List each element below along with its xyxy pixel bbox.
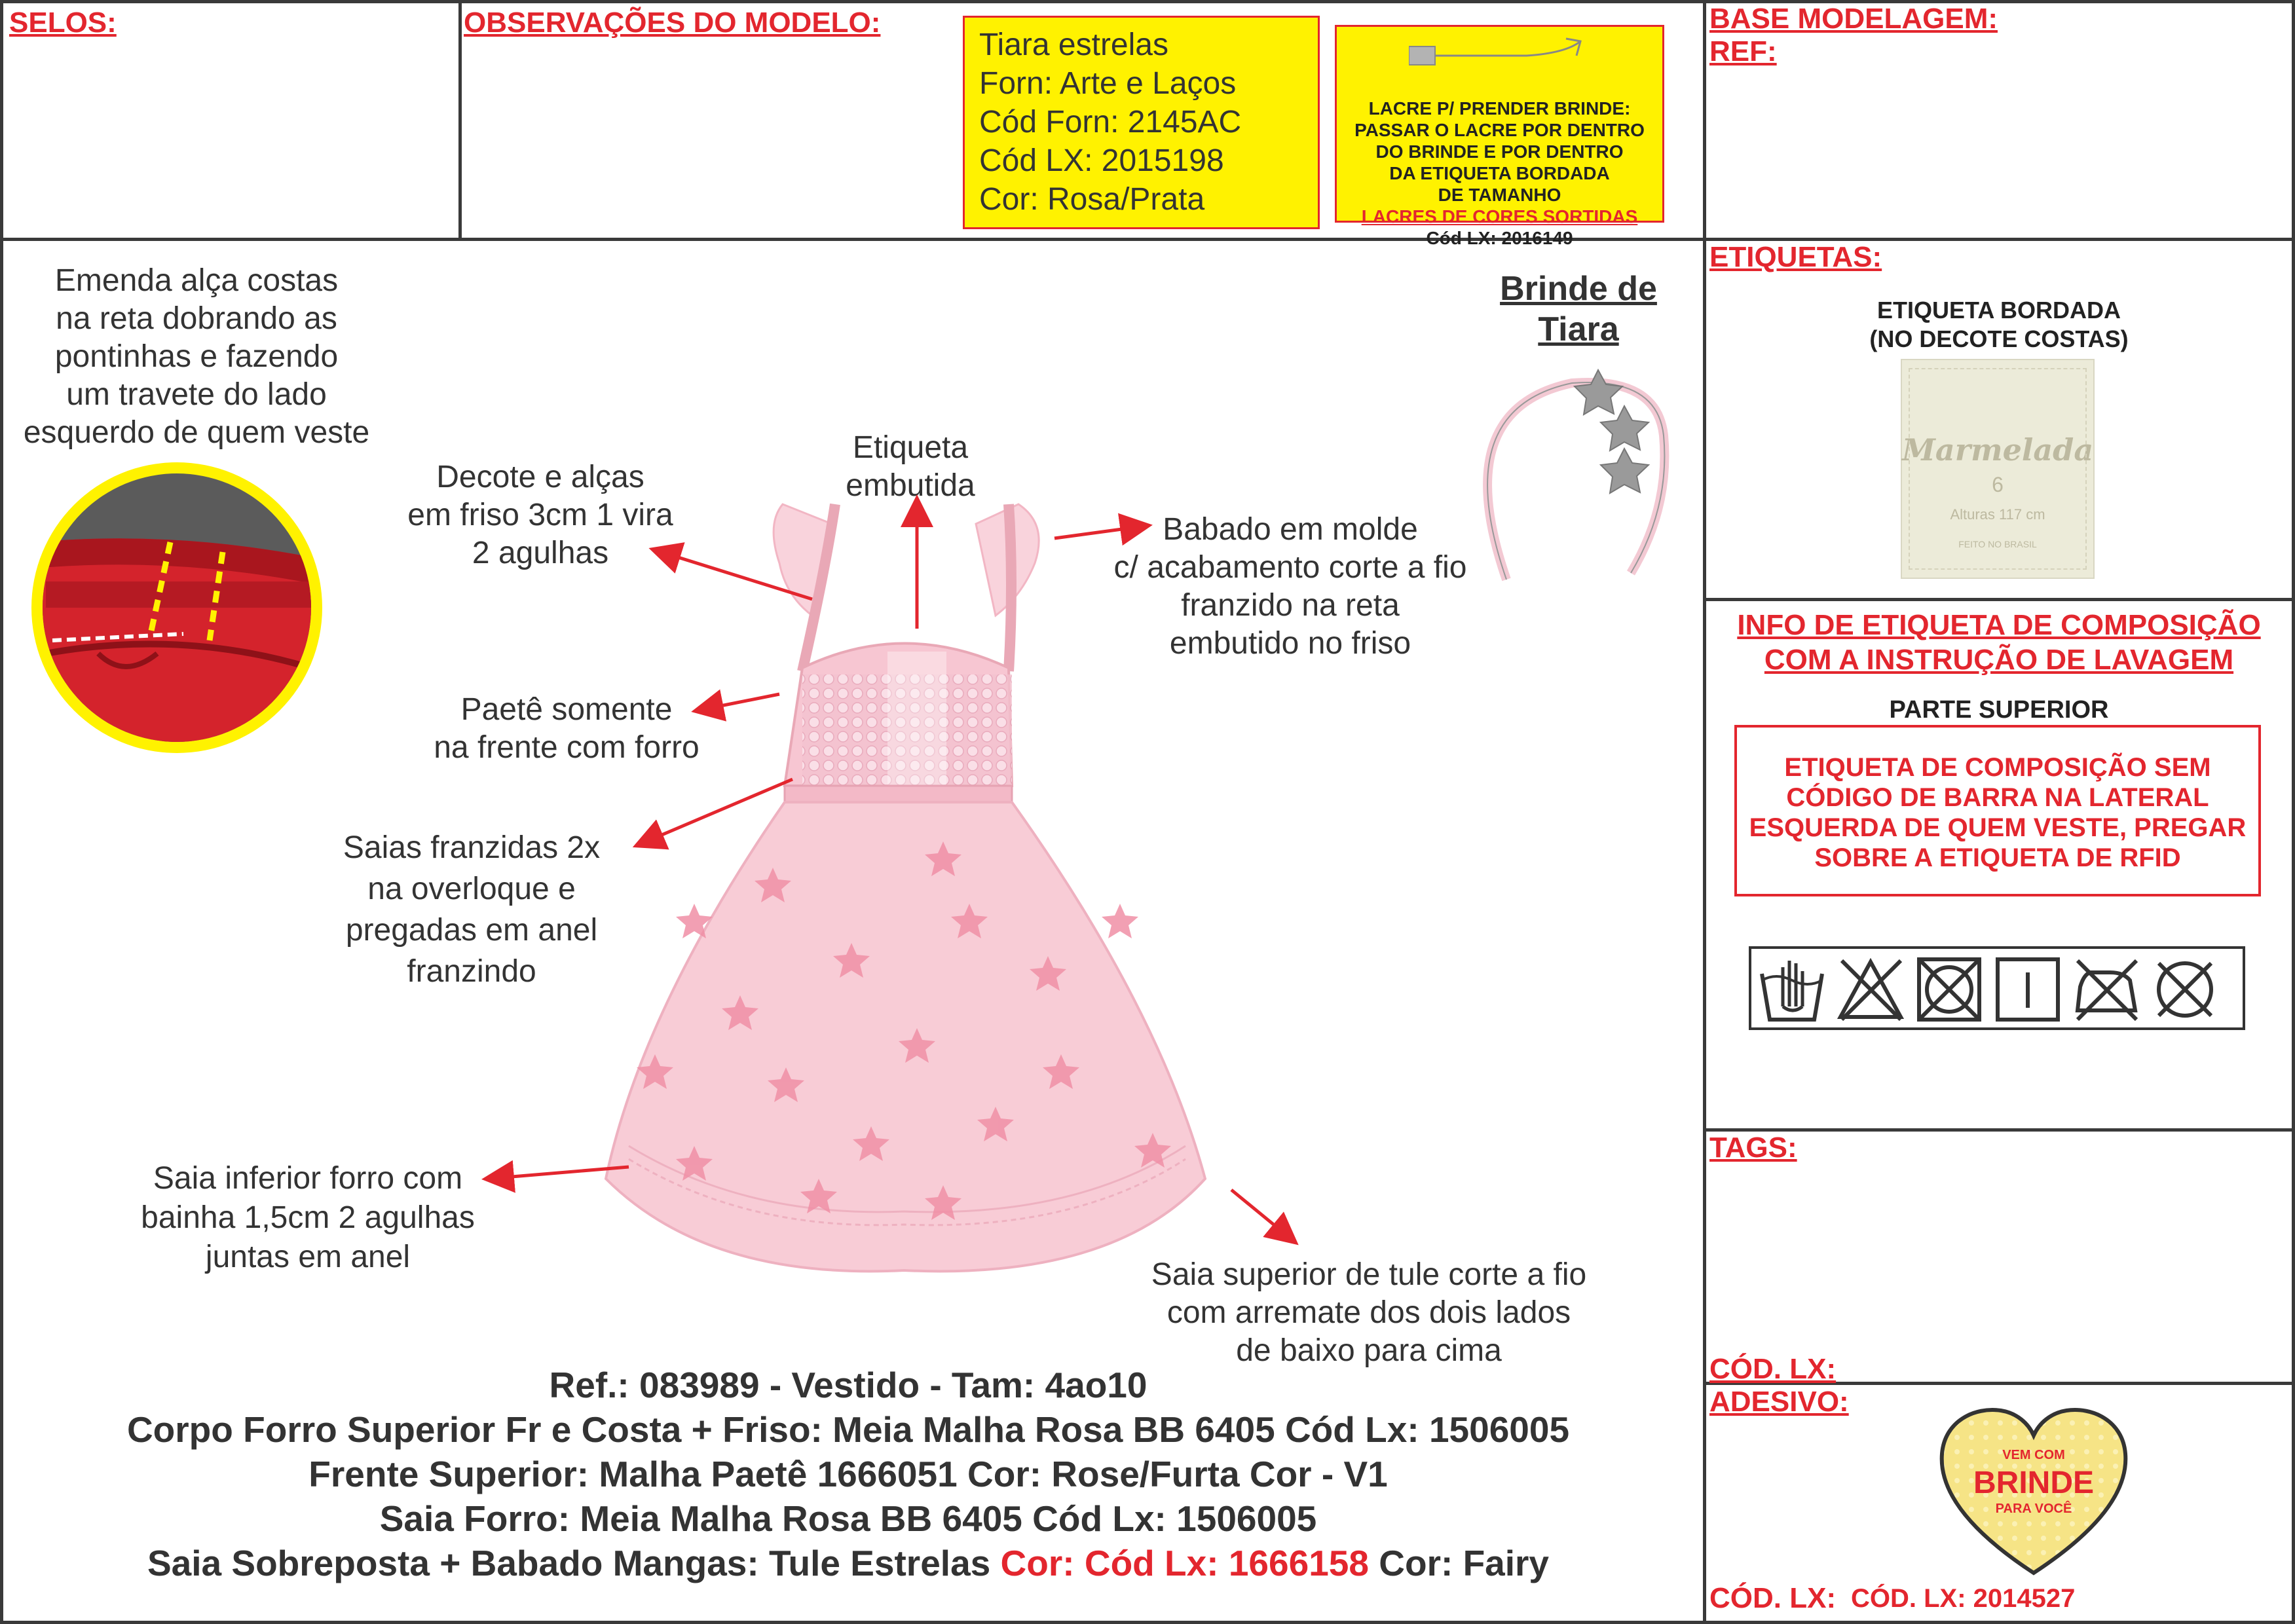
sticker-bottom-text: PARA VOCÊ [1995, 1502, 2072, 1516]
composicao-line: CÓDIGO DE BARRA NA LATERAL [1786, 783, 2209, 812]
info-etiqueta-heading [1703, 608, 2295, 677]
no-iron-icon [2071, 954, 2142, 1025]
note-line: embutida [846, 468, 975, 503]
note-line: um travete do lado [66, 377, 327, 412]
note-line: Saia superior de tule corte a fio [1151, 1257, 1587, 1292]
label-made: FEITO NO BRASIL [1958, 539, 2037, 549]
lacre-line: PASSAR O LACRE POR DENTRO [1354, 120, 1645, 140]
spec-text: Cor: Fairy [1368, 1543, 1550, 1583]
label-height: Alturas 117 cm [1950, 506, 2045, 523]
composicao-note-box [1734, 725, 2261, 896]
hand-wash-icon [1757, 954, 1827, 1025]
lacre-red-line: LACRES DE CORES SORTIDAS [1361, 206, 1638, 227]
note-line: c/ acabamento corte a fio [1113, 550, 1467, 585]
note-line: embutido no friso [1169, 626, 1411, 661]
tags-cell [1703, 1128, 2295, 1385]
composicao-line: SOBRE A ETIQUETA DE RFID [1814, 843, 2181, 872]
spec-text: Saia Sobreposta + Babado Mangas: Tule Estrelas [147, 1543, 1001, 1583]
note-line: Tiara [1538, 310, 1619, 348]
note-line: juntas em anel [205, 1240, 411, 1274]
note-line: Brinde de [1500, 270, 1657, 308]
tags-label: TAGS: [1709, 1132, 1797, 1164]
tiara-line: Cód LX: 2015198 [979, 143, 1224, 178]
caption-line: (NO DECOTE COSTAS) [1869, 325, 2129, 352]
ref-label: REF: [1709, 35, 1777, 67]
sticker-main-text: BRINDE [1973, 1466, 2095, 1500]
line-dry-icon [1992, 954, 2063, 1025]
tags-cod-lx-label: CÓD. LX: [1709, 1353, 1837, 1385]
label-size: 6 [1992, 473, 2004, 496]
observacoes-label: OBSERVAÇÕES DO MODELO: [464, 7, 881, 39]
tiara-headband [1467, 357, 1683, 593]
note-line: Babado em molde [1163, 512, 1418, 547]
parte-superior-label: PARTE SUPERIOR [1889, 696, 2109, 724]
composicao-line: ETIQUETA DE COMPOSIÇÃO SEM [1784, 753, 2211, 782]
heading-line: INFO DE ETIQUETA DE COMPOSIÇÃO [1737, 609, 2261, 641]
adesivo-label: ADESIVO: [1709, 1386, 1849, 1418]
tiara-line: Cód Forn: 2145AC [979, 105, 1242, 139]
note-line: pontinhas e fazendo [54, 339, 339, 374]
note-line: 2 agulhas [472, 536, 609, 570]
composicao-line: ESQUERDA DE QUEM VESTE, PREGAR [1749, 813, 2247, 842]
etiqueta-bordada-caption [1703, 296, 2295, 354]
selos-label: SELOS: [9, 7, 117, 39]
note-line: Saia inferior forro com [153, 1161, 463, 1196]
lacre-line: DO BRINDE E POR DENTRO [1375, 141, 1624, 162]
brinde-sticker [1935, 1401, 2132, 1578]
spec-line-saia-sobreposta [0, 1542, 1696, 1584]
no-dry-clean-icon [2150, 954, 2220, 1025]
base-modelagem-label: BASE MODELAGEM: [1709, 3, 1998, 35]
note-line: na frente com forro [434, 730, 700, 765]
note-line: Paetê somente [460, 692, 673, 727]
note-line: pregadas em anel [345, 913, 598, 948]
base-modelagem-cell [1703, 0, 2295, 241]
spec-line-frente: Frente Superior: Malha Paetê 1666051 Cor: Rose/Furta Cor - V1 [308, 1454, 1388, 1494]
lacre-line: LACRE P/ PRENDER BRINDE: [1368, 98, 1631, 119]
note-line: franzido na reta [1181, 588, 1400, 623]
note-line: na reta dobrando as [56, 301, 337, 336]
lacre-code: Cód LX: 2016149 [1426, 228, 1573, 248]
sticker-top-text: VEM COM [2002, 1448, 2065, 1462]
tiara-line: Forn: Arte e Laços [979, 66, 1237, 101]
heading-line: COM A INSTRUÇÃO DE LAVAGEM [1764, 644, 2234, 676]
note-line: Saias franzidas 2x [343, 830, 601, 865]
tiara-line: Cor: Rosa/Prata [979, 182, 1205, 217]
note-line: franzindo [407, 954, 536, 989]
etiquetas-label: ETIQUETAS: [1709, 241, 1882, 273]
care-symbols [1749, 946, 2245, 1030]
note-line: em friso 3cm 1 vira [407, 498, 673, 532]
spec-line-saia-forro: Saia Forro: Meia Malha Rosa BB 6405 Cód Lx: 1506005 [379, 1498, 1317, 1539]
note-line: de baixo para cima [1236, 1333, 1502, 1368]
note-line: Etiqueta [852, 430, 969, 465]
caption-line: ETIQUETA BORDADA [1877, 297, 2121, 323]
no-bleach-icon [1835, 954, 1906, 1025]
embroidered-label [1901, 359, 2095, 579]
tiara-line: Tiara estrelas [979, 28, 1168, 62]
note-line: bainha 1,5cm 2 agulhas [141, 1200, 475, 1235]
spec-line-corpo: Corpo Forro Superior Fr e Costa + Friso: Meia Malha Rosa BB 6405 Cód Lx: 1506005 [126, 1409, 1570, 1450]
spec-line-ref: Ref.: 083989 - Vestido - Tam: 4ao10 [549, 1365, 1148, 1405]
spec-red-text: Cor: Cód Lx: 1666158 [1000, 1543, 1369, 1583]
adesivo-cod-lx-value: CÓD. LX: 2014527 [1851, 1584, 2076, 1613]
note-line: na overloque e [367, 872, 576, 906]
lacre-line: DE TAMANHO [1438, 185, 1561, 205]
adesivo-cod-lx-label: CÓD. LX: [1709, 1582, 1837, 1614]
lacre-line: DA ETIQUETA BORDADA [1389, 163, 1610, 183]
no-tumble-dry-icon [1914, 954, 1985, 1025]
note-line: Decote e alças [436, 460, 644, 494]
label-brand: Marmelada [1902, 432, 2094, 468]
note-line: Emenda alça costas [54, 263, 339, 298]
note-line: esquerdo de quem veste [23, 415, 370, 450]
note-line: com arremate dos dois lados [1166, 1295, 1571, 1330]
